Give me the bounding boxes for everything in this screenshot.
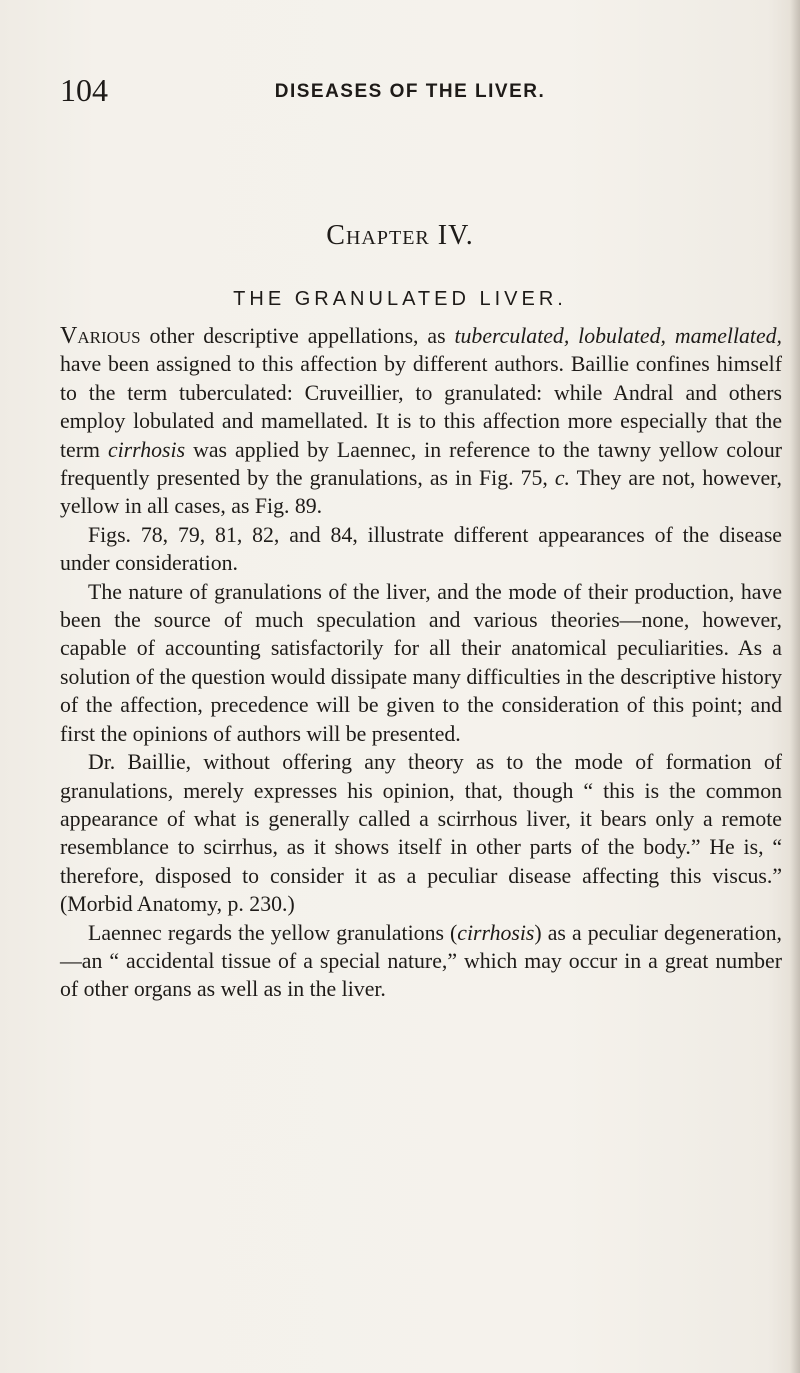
text-run: was applied by Laennec, in reference to the tawny yellow colour frequently presented by the granulations, as in Fig. 75, <box>60 437 782 491</box>
italic-term: c. <box>554 466 570 491</box>
text-run: ) as a peculiar degeneration,—an “ accidental tissue of a special nature,” which may occur in a great number of other organs as well as in the liver. <box>60 920 782 1002</box>
paragraph-4: Dr. Baillie, without offering any theory as to the mode of formation of granulations, merely expresses his opinion, that, though “ this is the common appearance of what is generally called a scirrhous liver, it bears only a remote resemblance to scirrhus, as it shows itself in other parts of the body.” He is, “ therefore, disposed to consider it as a peculiar disease affecting this viscus.” (Morbid Anatomy, p. 230.) <box>60 750 782 917</box>
page-number: 104 <box>60 72 108 108</box>
running-head <box>60 70 760 110</box>
text-run: other descriptive appellations, as <box>140 324 455 348</box>
chapter-heading: Chapter IV. <box>326 220 474 251</box>
running-title: DISEASES OF THE LIVER. <box>274 81 546 102</box>
text-run: have been assigned to this affection by different authors. Baillie confines himself to the term tuberculated: Cruveillier, to granulated: while Andral and others employ lobulated and mamellated. It is to this affection more especially that the term <box>60 352 782 462</box>
italic-term: tuberculated, lobulated, mamellated, <box>454 324 782 348</box>
body-text <box>60 322 782 1004</box>
paragraph-3: The nature of granulations of the liver, and the mode of their production, have been the source of much speculation and various theories—none, however, capable of accounting satisfactorily for all their anatomical peculiarities. As a solution of the question would dissipate many difficulties in the descriptive history of the affection, precedence will be given to the consideration of this point; and first the opinions of authors will be presented. <box>60 579 782 746</box>
italic-term: cirrhosis <box>107 437 186 462</box>
italic-term: cirrhosis <box>457 920 535 945</box>
paragraph-5 <box>60 919 782 1004</box>
page-edge-shadow <box>790 0 800 1373</box>
text-run: Laennec regards the yellow granulations ( <box>88 920 458 945</box>
paragraph-1 <box>60 322 782 521</box>
chapter-title: THE GRANULATED LIVER. <box>233 288 567 310</box>
paragraph-2: Figs. 78, 79, 81, 82, and 84, illustrate different appearances of the disease under consideration. <box>60 522 782 576</box>
paragraph-lead-word: Various <box>60 323 141 349</box>
text-run: They are not, however, yellow in all cases, as Fig. 89. <box>60 466 782 519</box>
